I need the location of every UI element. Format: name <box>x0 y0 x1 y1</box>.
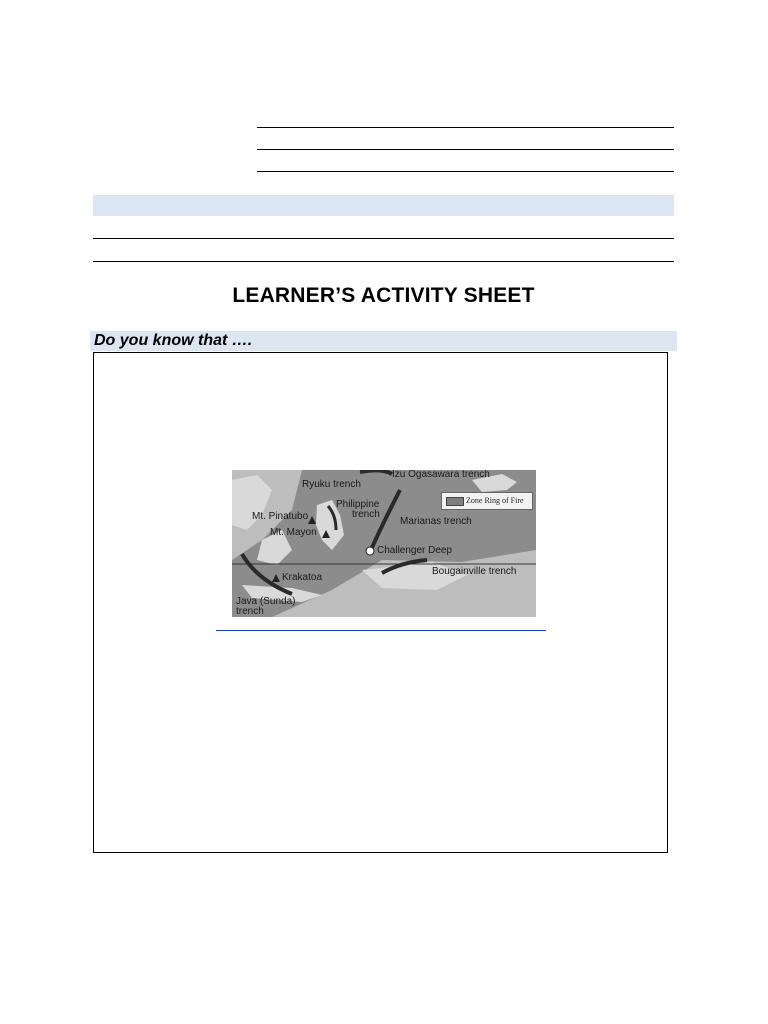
map-legend <box>441 492 533 510</box>
answer-line-2 <box>257 149 674 150</box>
label-pinatubo: Mt. Pinatubo <box>252 511 309 522</box>
label-izu: Izu Ogasawara trench <box>392 470 490 480</box>
answer-line-5 <box>93 261 674 262</box>
label-java-trench: trench <box>236 606 264 617</box>
label-philippine: Philippine <box>336 499 380 510</box>
answer-line-3 <box>257 171 674 172</box>
label-ryuku: Ryuku trench <box>302 479 361 490</box>
label-java: Java (Sunda) <box>236 596 296 607</box>
header-shaded-band <box>93 195 674 216</box>
section-heading-band <box>90 331 677 351</box>
challenger-deep-marker <box>366 547 374 555</box>
figure-source-link[interactable] <box>216 630 546 631</box>
answer-line-4 <box>93 238 674 239</box>
label-bougainville: Bougainville trench <box>432 566 517 577</box>
label-mayon: Mt. Mayon <box>270 527 317 538</box>
page-title: LEARNER’S ACTIVITY SHEET <box>232 284 535 307</box>
label-marianas: Marianas trench <box>400 516 472 527</box>
section-heading: Do you know that …. <box>94 332 253 349</box>
answer-line-1 <box>257 127 674 128</box>
label-philippine-trench: trench <box>352 509 380 520</box>
legend-label: Zone Ring of Fire <box>466 496 524 505</box>
legend-swatch <box>446 497 464 506</box>
label-challenger: Challenger Deep <box>377 545 453 556</box>
label-krakatoa: Krakatoa <box>282 572 323 583</box>
